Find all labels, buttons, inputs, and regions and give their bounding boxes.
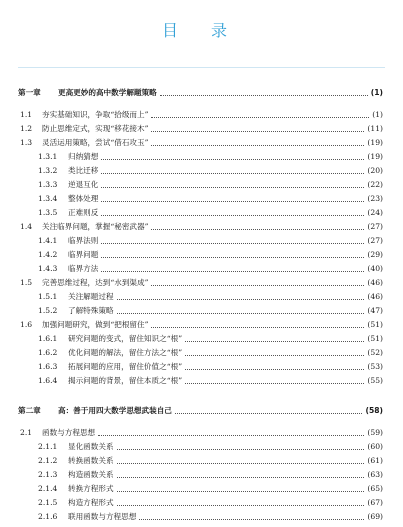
entry-number: 2.1.3 — [38, 470, 58, 479]
entry-title: 转换函数关系 — [68, 456, 114, 465]
entry-title: 更高更妙的高中数学解题策略 — [58, 88, 157, 97]
chapter-entry[interactable] — [18, 404, 383, 418]
entry-page-number: (65) — [367, 484, 383, 493]
entry-title: 优化问题的解法，留住方法之“根” — [68, 348, 183, 357]
entry-number: 1.6.3 — [38, 362, 58, 371]
dot-leader — [101, 194, 364, 202]
entry-title: 函数与方程思想 — [42, 428, 96, 437]
entry-number: 1.5.2 — [38, 306, 58, 315]
toc-entry[interactable] — [20, 318, 383, 332]
entry-page-number: (27) — [367, 236, 383, 245]
entry-title: 临界问题 — [68, 250, 99, 259]
entry-number: 1.3.1 — [38, 152, 58, 161]
toc-entry[interactable] — [38, 290, 383, 304]
entry-title: 灵活运用策略，尝试“借石攻玉” — [42, 138, 149, 147]
toc-entry[interactable] — [38, 178, 383, 192]
entry-title: 整体处理 — [68, 194, 99, 203]
entry-title: 联用函数与方程思想 — [68, 512, 137, 521]
entry-number: 1.1 — [20, 110, 33, 119]
dot-leader — [101, 236, 364, 244]
toc-entry[interactable] — [38, 510, 383, 524]
entry-page-number: (53) — [367, 362, 383, 371]
entry-title: 揭示问题的背景，留住本质之“根” — [68, 376, 183, 385]
entry-page-number: (27) — [367, 222, 383, 231]
entry-number: 第一章 — [18, 88, 41, 97]
entry-number: 1.4 — [20, 222, 33, 231]
dot-leader — [151, 320, 364, 328]
entry-page-number: (55) — [367, 376, 383, 385]
entry-page-number: (24) — [367, 208, 383, 217]
dot-leader — [117, 484, 365, 492]
dot-leader — [151, 278, 364, 286]
entry-number: 1.3.2 — [38, 166, 58, 175]
entry-page-number: (63) — [367, 470, 383, 479]
chapter-entry[interactable] — [18, 86, 383, 100]
entry-number: 1.6 — [20, 320, 33, 329]
entry-title: 归纳猜想 — [68, 152, 99, 161]
dot-leader — [175, 406, 363, 414]
page-title: 目 录 — [161, 21, 242, 40]
entry-page-number: (23) — [367, 194, 383, 203]
dot-leader — [185, 362, 364, 370]
dot-leader — [117, 442, 365, 450]
entry-title: 加强问题研究，做到“把根留住” — [42, 320, 149, 329]
entry-page-number: (19) — [367, 138, 383, 147]
entry-page-number: (47) — [367, 306, 383, 315]
entry-title: 显化函数关系 — [68, 442, 114, 451]
dot-leader — [98, 428, 364, 436]
title-divider — [18, 67, 385, 68]
entry-title: 关注临界问题，掌握“秘密武器” — [42, 222, 149, 231]
entry-title: 转换方程形式 — [68, 484, 114, 493]
entry-number: 1.3.4 — [38, 194, 58, 203]
entry-title: 完善思维过程，达到“水到渠成” — [42, 278, 149, 287]
entry-number: 1.5 — [20, 278, 33, 287]
entry-page-number: (40) — [367, 264, 383, 273]
toc-entry[interactable] — [38, 454, 383, 468]
toc-entry[interactable] — [38, 440, 383, 454]
entry-title: 关注解题过程 — [68, 292, 114, 301]
toc-entry[interactable] — [38, 468, 383, 482]
entry-title: 正难则反 — [68, 208, 99, 217]
toc-entry[interactable] — [38, 304, 383, 318]
entry-page-number: (51) — [367, 320, 383, 329]
dot-leader — [117, 292, 365, 300]
entry-number: 1.2 — [20, 124, 33, 133]
toc-entry[interactable] — [38, 374, 383, 388]
entry-number: 2.1.1 — [38, 442, 58, 451]
entry-number: 1.6.4 — [38, 376, 58, 385]
toc-entry[interactable] — [38, 248, 383, 262]
entry-page-number: (61) — [367, 456, 383, 465]
entry-title: 逆退互化 — [68, 180, 99, 189]
entry-page-number: (58) — [365, 406, 383, 415]
dot-leader — [185, 348, 364, 356]
entry-number: 1.4.1 — [38, 236, 58, 245]
entry-number: 2.1.5 — [38, 498, 58, 507]
entry-title: 了解特殊策略 — [68, 306, 114, 315]
entry-number: 1.5.1 — [38, 292, 58, 301]
dot-leader — [151, 222, 364, 230]
dot-leader — [101, 152, 364, 160]
dot-leader — [160, 88, 368, 96]
entry-title: 拓展问题的应用，留住价值之“根” — [68, 362, 183, 371]
toc-entry[interactable] — [38, 262, 383, 276]
entry-page-number: (59) — [367, 428, 383, 437]
entry-number: 第二章 — [18, 406, 41, 415]
entry-page-number: (29) — [367, 250, 383, 259]
entry-number: 2.1.4 — [38, 484, 58, 493]
entry-title: 防止思维定式，实现“移花接木” — [42, 124, 149, 133]
entry-page-number: (1) — [372, 110, 383, 119]
dot-leader — [151, 138, 364, 146]
toc-entry[interactable] — [38, 360, 383, 374]
toc-entry[interactable] — [20, 426, 383, 440]
entry-page-number: (46) — [367, 278, 383, 287]
entry-number: 2.1.6 — [38, 512, 58, 521]
entry-number: 2.1 — [20, 428, 33, 437]
dot-leader — [101, 264, 364, 272]
toc-entry[interactable] — [38, 150, 383, 164]
entry-page-number: (1) — [370, 88, 383, 97]
entry-title: 构造函数关系 — [68, 470, 114, 479]
toc-entry[interactable] — [20, 136, 383, 150]
toc-entry[interactable] — [38, 346, 383, 360]
dot-leader — [101, 250, 364, 258]
toc-entry[interactable] — [38, 496, 383, 510]
entry-title: 研究问题的变式，留住知识之“根” — [68, 334, 183, 343]
dot-leader — [151, 110, 369, 118]
entry-page-number: (52) — [367, 348, 383, 357]
dot-leader — [185, 334, 364, 342]
entry-number: 1.4.2 — [38, 250, 58, 259]
dot-leader — [117, 470, 365, 478]
entry-title: 临界法则 — [68, 236, 99, 245]
entry-page-number: (20) — [367, 166, 383, 175]
entry-number: 1.3.3 — [38, 180, 58, 189]
toc-entry[interactable] — [20, 108, 383, 122]
entry-number: 1.4.3 — [38, 264, 58, 273]
toc-entry[interactable] — [38, 332, 383, 346]
dot-leader — [117, 456, 365, 464]
entry-number: 1.3 — [20, 138, 33, 147]
entry-title: 临界方法 — [68, 264, 99, 273]
toc-entry[interactable] — [38, 192, 383, 206]
entry-title: 类比迁移 — [68, 166, 99, 175]
dot-leader — [101, 166, 364, 174]
entry-number: 1.6.1 — [38, 334, 58, 343]
toc-entry[interactable] — [20, 122, 383, 136]
dot-leader — [101, 208, 364, 216]
entry-page-number: (69) — [367, 512, 383, 521]
dot-leader — [117, 498, 365, 506]
entry-title: 夯实基础知识，争取“拾级而上” — [42, 110, 149, 119]
entry-page-number: (19) — [367, 152, 383, 161]
dot-leader — [185, 376, 364, 384]
dot-leader — [117, 306, 365, 314]
dot-leader — [151, 124, 364, 132]
entry-title: 构造方程形式 — [68, 498, 114, 507]
entry-page-number: (51) — [367, 334, 383, 343]
entry-number: 1.3.5 — [38, 208, 58, 217]
toc-entry[interactable] — [20, 220, 383, 234]
entry-number: 2.1.2 — [38, 456, 58, 465]
entry-page-number: (46) — [367, 292, 383, 301]
entry-title: 高：善于用四大数学思想武装自己 — [58, 406, 172, 415]
dot-leader — [101, 180, 364, 188]
entry-number: 1.6.2 — [38, 348, 58, 357]
entry-page-number: (11) — [367, 124, 383, 133]
dot-leader — [139, 512, 364, 520]
entry-page-number: (60) — [367, 442, 383, 451]
toc-entry[interactable] — [20, 276, 383, 290]
toc-entry[interactable] — [38, 206, 383, 220]
entry-page-number: (67) — [367, 498, 383, 507]
toc-entry[interactable] — [38, 234, 383, 248]
entry-page-number: (22) — [367, 180, 383, 189]
toc-entry[interactable] — [38, 482, 383, 496]
toc-entry[interactable] — [38, 164, 383, 178]
